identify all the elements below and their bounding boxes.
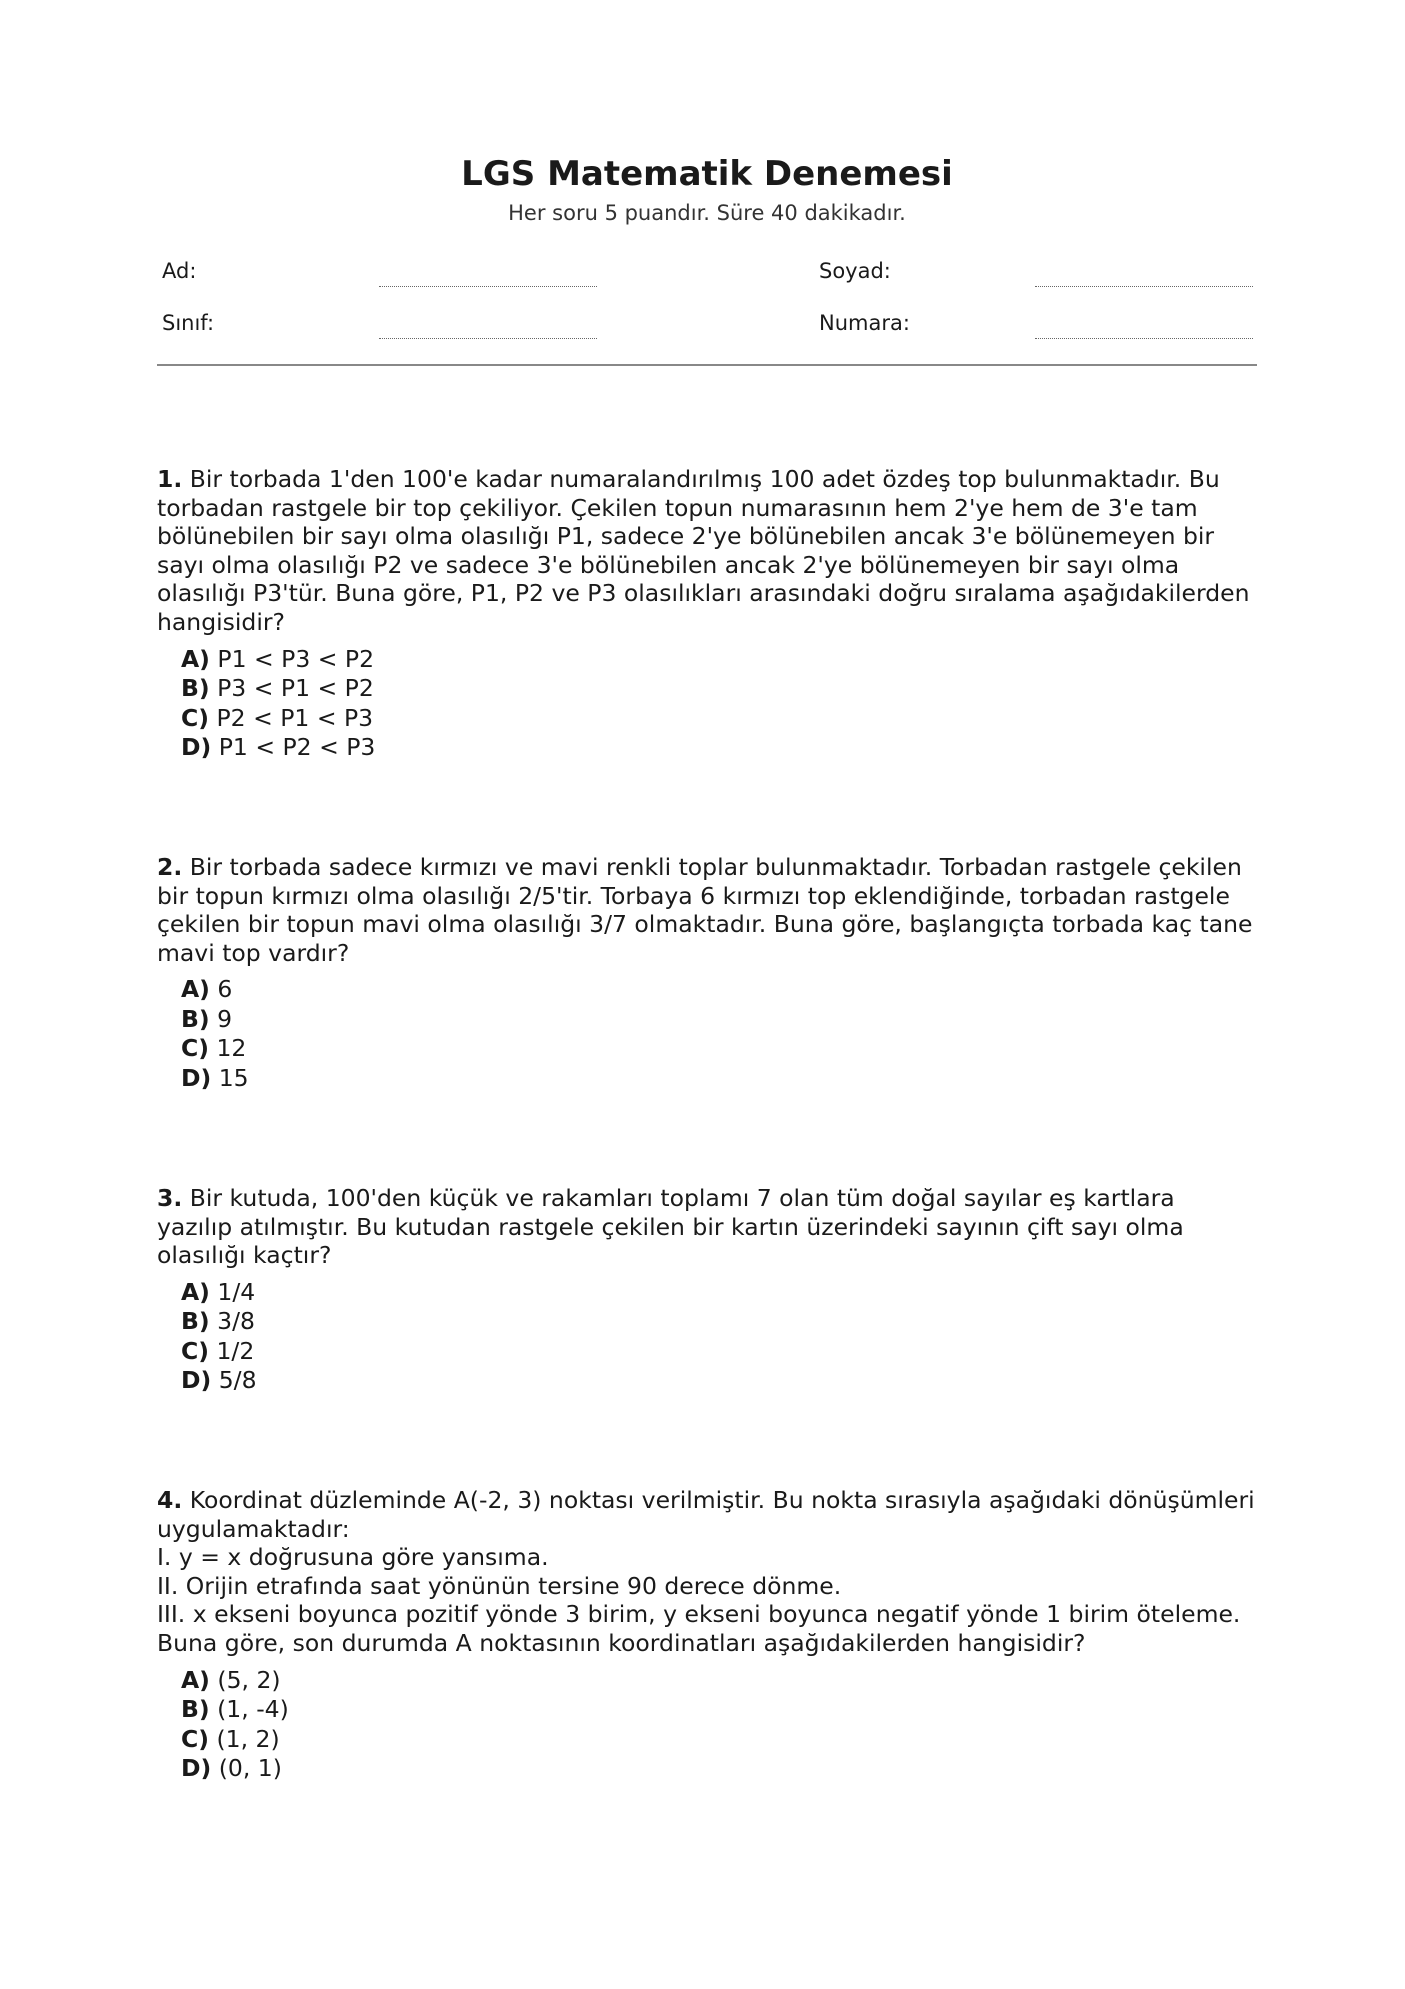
page-subtitle: Her soru 5 puandır. Süre 40 dakikadır. bbox=[508, 201, 906, 225]
option-text: P1 < P3 < P2 bbox=[217, 644, 375, 673]
option-text: 9 bbox=[217, 1004, 233, 1033]
option-letter: A) bbox=[181, 644, 210, 673]
page-title: LGS Matematik Denemesi bbox=[461, 154, 953, 194]
option-letter: A) bbox=[181, 1665, 210, 1694]
name-label: Ad: bbox=[162, 259, 197, 283]
question-line-2: I. y = x doğrusuna göre yansıma. bbox=[157, 1543, 549, 1572]
option-list bbox=[181, 975, 1257, 1093]
option-c[interactable] bbox=[181, 704, 1257, 734]
option-c[interactable] bbox=[181, 1034, 1257, 1064]
option-text: 15 bbox=[218, 1063, 249, 1092]
question-number: 3. bbox=[157, 1184, 183, 1212]
option-text: (0, 1) bbox=[218, 1754, 282, 1783]
question-body: Koordinat düzleminde A(-2, 3) noktası verilmiştir. Bu nokta sırasıyla aşağıdaki dönüşümleri uygulamaktadır: bbox=[157, 1486, 1255, 1543]
option-text: 1/4 bbox=[217, 1277, 256, 1306]
surname-label: Soyad: bbox=[819, 259, 891, 283]
option-d[interactable] bbox=[181, 1754, 1257, 1784]
option-a[interactable] bbox=[181, 1666, 1257, 1696]
question-number: 2. bbox=[157, 853, 183, 881]
option-a[interactable] bbox=[181, 975, 1257, 1005]
option-letter: A) bbox=[181, 975, 210, 1004]
option-text: P1 < P2 < P3 bbox=[218, 733, 376, 762]
option-letter: C) bbox=[181, 1034, 209, 1063]
option-letter: C) bbox=[181, 1336, 209, 1365]
option-letter: C) bbox=[181, 1724, 209, 1753]
question-3 bbox=[157, 1184, 1257, 1396]
number-field-line[interactable] bbox=[1035, 338, 1253, 339]
question-line-4: III. x ekseni boyunca pozitif yönde 3 birim, y ekseni boyunca negatif yönde 1 birim öteleme. bbox=[157, 1600, 1241, 1629]
question-text bbox=[157, 465, 1257, 637]
question-1 bbox=[157, 465, 1257, 763]
option-letter: B) bbox=[181, 674, 210, 703]
info-row-2 bbox=[157, 308, 1257, 348]
question-number: 1. bbox=[157, 465, 183, 493]
name-field-line[interactable] bbox=[379, 286, 597, 287]
info-row-1 bbox=[157, 256, 1257, 296]
option-letter: B) bbox=[181, 1004, 210, 1033]
option-text: 12 bbox=[216, 1034, 247, 1063]
option-b[interactable] bbox=[181, 1307, 1257, 1337]
question-text bbox=[157, 853, 1257, 967]
option-a[interactable] bbox=[181, 645, 1257, 675]
option-c[interactable] bbox=[181, 1337, 1257, 1367]
option-text: P2 < P1 < P3 bbox=[216, 703, 374, 732]
option-c[interactable] bbox=[181, 1725, 1257, 1755]
option-text: 1/2 bbox=[216, 1336, 255, 1365]
option-d[interactable] bbox=[181, 1366, 1257, 1396]
option-letter: D) bbox=[181, 1754, 212, 1783]
question-line-1 bbox=[157, 1486, 1257, 1543]
surname-field-line[interactable] bbox=[1035, 286, 1253, 287]
option-letter: B) bbox=[181, 1307, 210, 1336]
option-text: 6 bbox=[217, 975, 233, 1004]
option-list bbox=[181, 1278, 1257, 1396]
class-label: Sınıf: bbox=[162, 311, 215, 335]
number-label: Numara: bbox=[819, 311, 910, 335]
option-letter: D) bbox=[181, 733, 212, 762]
option-letter: A) bbox=[181, 1277, 210, 1306]
option-b[interactable] bbox=[181, 674, 1257, 704]
option-letter: C) bbox=[181, 703, 209, 732]
option-letter: D) bbox=[181, 1063, 212, 1092]
option-a[interactable] bbox=[181, 1278, 1257, 1308]
question-body: Bir torbada 1'den 100'e kadar numaralandırılmış 100 adet özdeş top bulunmaktadır. Bu torbadan rastgele bir top çekiliyor. Çekilen topun numarasının hem 2'ye hem de 3'e tam bölünebilen bir sayı olma olasılığı P1, sadece 2'ye bölünebilen ancak 3'e bölünemeyen bir sayı olma olasılığı P2 ve sadece 3'e bölünebilen ancak 2'ye bölünemeyen bir sayı olma olasılığı P3'tür. Buna göre, P1, P2 ve P3 olasılıkları arasındaki doğru sıralama aşağıdakilerden hangisidir? bbox=[157, 465, 1250, 636]
option-d[interactable] bbox=[181, 733, 1257, 763]
option-text: 5/8 bbox=[218, 1366, 257, 1395]
question-2 bbox=[157, 853, 1257, 1093]
option-b[interactable] bbox=[181, 1695, 1257, 1725]
question-line-5: Buna göre, son durumda A noktasının koordinatları aşağıdakilerden hangisidir? bbox=[157, 1628, 1086, 1657]
option-list bbox=[181, 645, 1257, 763]
question-4 bbox=[157, 1486, 1257, 1784]
option-list bbox=[181, 1666, 1257, 1784]
header-divider bbox=[157, 364, 1257, 366]
option-d[interactable] bbox=[181, 1064, 1257, 1094]
option-text: (1, -4) bbox=[217, 1695, 289, 1724]
option-letter: D) bbox=[181, 1366, 212, 1395]
option-text: 3/8 bbox=[217, 1307, 255, 1336]
question-body: Bir kutuda, 100'den küçük ve rakamları toplamı 7 olan tüm doğal sayılar eş kartlara yazılıp atılmıştır. Bu kutudan rastgele çekilen bir kartın üzerindeki sayının çift sayı olma olasılığı kaçtır? bbox=[157, 1184, 1184, 1270]
option-text: P3 < P1 < P2 bbox=[217, 674, 374, 703]
option-text: (5, 2) bbox=[217, 1665, 281, 1694]
question-body: Bir torbada sadece kırmızı ve mavi renkli toplar bulunmaktadır. Torbadan rastgele çekilen bir topun kırmızı olma olasılığı 2/5'tir. Torbaya 6 kırmızı top eklendiğinde, torbadan rastgele çekilen bir topun mavi olma olasılığı 3/7 olmaktadır. Buna göre, başlangıçta torbada kaç tane mavi top vardır? bbox=[157, 853, 1253, 967]
question-text bbox=[157, 1486, 1257, 1658]
question-line-3: II. Orijin etrafında saat yönünün tersine 90 derece dönme. bbox=[157, 1571, 842, 1600]
option-text: (1, 2) bbox=[216, 1724, 280, 1753]
option-b[interactable] bbox=[181, 1005, 1257, 1035]
question-number: 4. bbox=[157, 1486, 183, 1514]
question-text bbox=[157, 1184, 1257, 1270]
option-letter: B) bbox=[181, 1695, 210, 1724]
class-field-line[interactable] bbox=[379, 338, 597, 339]
